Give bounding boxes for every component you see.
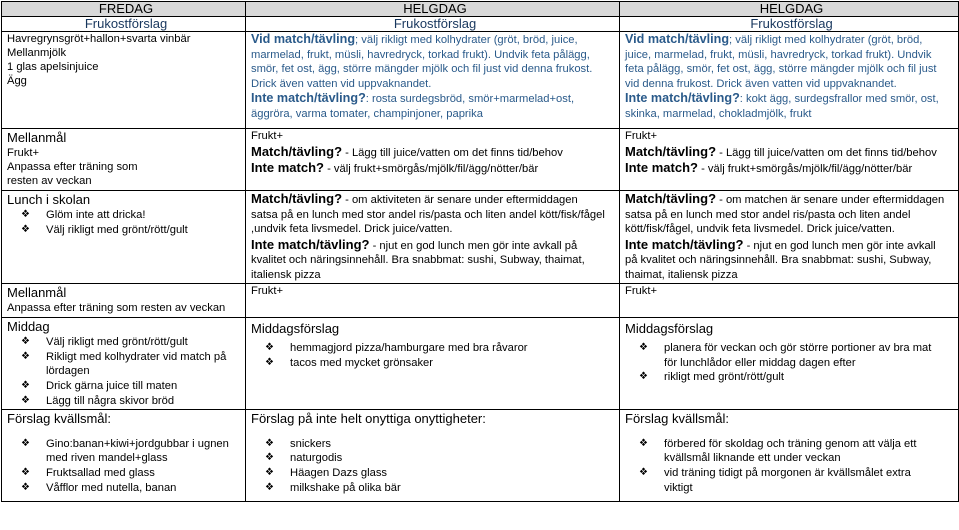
inte-match-label: Inte match/tävling?	[625, 91, 740, 105]
text: Glöm inte att dricka!	[46, 209, 146, 221]
inte-match-line	[625, 237, 958, 254]
header-day-fredag: FREDAG	[2, 2, 246, 17]
list-item	[625, 370, 958, 385]
meal-plan-table	[1, 1, 959, 502]
text: - välj frukt+smörgås/mjölk/fil/ägg/nötter/bär	[323, 163, 539, 175]
helg2-kvall-cell	[620, 409, 959, 501]
helg2-frukost-cell	[620, 32, 959, 129]
match-label: Match/tävling?	[251, 143, 343, 159]
inte-match-line	[251, 237, 619, 254]
list-item	[625, 437, 958, 452]
text: Välj rikligt med grönt/rött/gult	[46, 223, 188, 236]
diamond-bullet-icon: ❖	[21, 394, 30, 406]
text: Häagen Dazs glass	[290, 466, 388, 479]
list-item	[251, 341, 619, 356]
list-item	[625, 466, 958, 481]
inte-match-label: Inte match/tävling?	[625, 236, 744, 252]
helg1-middag-cell	[246, 318, 620, 410]
list-item	[7, 466, 245, 481]
list-item-continuation	[7, 451, 245, 466]
list-item-continuation	[625, 481, 958, 496]
list-item	[251, 466, 619, 481]
match-label: Match/tävling?	[251, 191, 343, 206]
text: Drick gärna juice till maten	[46, 380, 178, 393]
list-item	[251, 356, 619, 371]
list-item	[7, 208, 245, 223]
mellanmal-title: Mellanmål	[7, 130, 67, 145]
text: naturgodis	[290, 452, 343, 465]
diamond-bullet-icon: ❖	[21, 437, 30, 449]
header-day-helgdag-1: HELGDAG	[246, 2, 620, 17]
middag-list	[251, 341, 619, 370]
middag-list	[625, 341, 958, 385]
helg2-lunch-cell	[620, 191, 959, 284]
text: planera för veckan och gör större portioner av bra mat	[664, 342, 932, 354]
helg1-lunch-cell	[246, 191, 620, 284]
text-line: på kvalitet och näringsinnehåll. Bra snabbmat: sushi, Subway,	[625, 254, 932, 266]
text-line: vid denna frukost. Drick även vatten vid uppvaknandet.	[625, 77, 897, 90]
list-item	[251, 437, 619, 452]
fredag-frukost-line: Ägg	[7, 75, 27, 87]
text: - välj frukt+smörgås/mjölk/fil/ägg/nötter/bär	[697, 163, 913, 175]
text-line: marmelad, frukt, müsli, havredryck, torkad frukt). Undvik feta pålägg,	[251, 48, 590, 61]
text: hemmagjord pizza/hamburgare med bra råvaror	[290, 342, 528, 354]
diamond-bullet-icon: ❖	[639, 342, 648, 353]
helg1-frukost-cell	[246, 32, 620, 129]
frukost-header-1: Frukostförslag	[2, 17, 246, 32]
helg1-mellanmal-cell	[246, 129, 620, 191]
diamond-bullet-icon: ❖	[265, 356, 274, 368]
text: för lunchlådor eller middag dagen efter	[664, 356, 856, 369]
helg1-mellanmal2-cell	[246, 284, 620, 318]
fredag-frukost-cell	[2, 32, 246, 129]
text: - om aktiviteten är senare under eftermiddagen	[342, 194, 578, 206]
helg1-kvall-cell	[246, 409, 620, 501]
text-line: Drick även vatten vid uppvaknandet.	[251, 77, 432, 90]
helg1-inte-match-line	[251, 91, 619, 107]
fredag-frukost-line: Mellanmjölk	[7, 47, 67, 59]
diamond-bullet-icon: ❖	[21, 466, 30, 478]
diamond-bullet-icon: ❖	[265, 342, 274, 353]
list-item	[7, 394, 245, 409]
text-line: Anpassa efter träning som resten av veckan	[7, 302, 226, 314]
list-item-continuation	[625, 356, 958, 371]
helg2-inte-match-line	[625, 91, 958, 107]
match-line	[251, 191, 619, 208]
text: ; välj rikligt med kolhydrater (gröt, bröd, juice,	[355, 34, 578, 46]
fredag-frukost-line: Havregrynsgröt+hallon+svarta vinbär	[7, 33, 191, 45]
diamond-bullet-icon: ❖	[21, 481, 30, 493]
list-item	[7, 335, 245, 350]
text-line: satsa på en lunch med stor andel ris/pasta och liten andel	[625, 208, 911, 221]
frukost-header-2: Frukostförslag	[246, 17, 620, 32]
text-line: juice, marmelad, frukt, müsli, havredryck, torkad frukt). Undvik	[625, 48, 932, 61]
list-item	[7, 437, 245, 452]
text-line: italiensk pizza	[251, 268, 321, 281]
diamond-bullet-icon: ❖	[21, 380, 30, 392]
diamond-bullet-icon: ❖	[639, 371, 648, 383]
text-line: satsa på en lunch med stor andel ris/pasta och liten andel kött/fisk/fågel	[251, 208, 605, 221]
fredag-frukost-line: 1 glas apelsinjuice	[7, 61, 99, 73]
text-line: Frukt+	[7, 147, 40, 159]
kvall-list	[251, 437, 619, 496]
diamond-bullet-icon: ❖	[639, 437, 648, 449]
kvall-title: Förslag kvällsmål:	[7, 410, 112, 426]
inte-match-line	[251, 160, 619, 177]
inte-match-label: Inte match?	[251, 160, 324, 175]
lunch-list	[7, 208, 245, 237]
middag-list	[7, 335, 245, 409]
diamond-bullet-icon: ❖	[21, 350, 30, 362]
text-line: feta pålägg, smör, fet ost, ägg, större mängder mjölk och fil just	[625, 63, 937, 75]
frukt-line: Frukt+	[625, 130, 658, 142]
inte-match-label: Inte match/tävling?	[251, 91, 366, 105]
text-line: ,undvik feta livsmedel. Drick juice/vatten.	[251, 223, 453, 235]
list-item	[7, 350, 245, 365]
text: Lägg till några skivor bröd	[46, 394, 175, 407]
match-label: Match/tävling?	[625, 191, 717, 206]
diamond-bullet-icon: ❖	[21, 209, 30, 220]
middag-title: Middagsförslag	[625, 321, 714, 336]
text: rikligt med grönt/rött/gult	[664, 371, 785, 384]
text: - om matchen är senare under eftermiddagen	[716, 194, 945, 206]
text-line: skinka, marmelad, chokladmjölk, frukt	[625, 107, 812, 120]
text: milkshake på olika bär	[290, 481, 401, 494]
list-item-continuation	[7, 364, 245, 379]
fredag-lunch-cell	[2, 191, 246, 284]
list-item	[7, 223, 245, 238]
text: Fruktsallad med glass	[46, 466, 155, 479]
match-line	[625, 144, 958, 161]
text: tacos med mycket grönsaker	[290, 356, 434, 369]
kvall-list	[625, 437, 958, 496]
frukt-line: Frukt+	[625, 285, 658, 297]
list-item	[7, 379, 245, 394]
middag-title: Middagsförslag	[251, 321, 340, 336]
fredag-middag-cell	[2, 318, 246, 410]
text-line: resten av veckan	[7, 175, 92, 187]
text-line: thaimat, italiensk pizza	[625, 268, 738, 281]
text: - Lägg till juice/vatten om det finns tid/behov	[342, 146, 563, 159]
list-item-continuation	[625, 451, 958, 466]
text-line: Anpassa efter träning som	[7, 161, 138, 173]
text: lördagen	[46, 365, 90, 378]
text: - njut en god lunch men gör inte avkall	[743, 239, 936, 252]
text: Gino:banan+kiwi+jordgubbar i ugnen	[46, 437, 229, 450]
vid-match-label: Vid match/tävling	[625, 32, 730, 46]
frukt-line: Frukt+	[251, 285, 284, 297]
inte-match-label: Inte match?	[625, 160, 698, 175]
text: förbered för skoldag och träning genom att välja ett	[664, 437, 917, 450]
text-line: kött/fisk/fågel, undvik feta livsmedel. Drick juice/vatten.	[625, 223, 895, 235]
diamond-bullet-icon: ❖	[639, 466, 648, 478]
lunch-title: Lunch i skolan	[7, 192, 91, 207]
text: : rosta surdegsbröd, smör+marmelad+ost,	[365, 93, 575, 105]
list-item	[7, 481, 245, 496]
diamond-bullet-icon: ❖	[265, 481, 274, 493]
text: Välj rikligt med grönt/rött/gult	[46, 336, 188, 348]
helg2-mellanmal-cell	[620, 129, 959, 191]
list-item	[251, 451, 619, 466]
middag-title: Middag	[7, 319, 50, 334]
kvall-list	[7, 437, 245, 496]
text: ; välj rikligt med kolhydrater (gröt, bröd,	[729, 34, 923, 46]
mellanmal-title: Mellanmål	[7, 285, 67, 300]
text: - njut en god lunch men gör inte avkall på	[369, 239, 578, 252]
helg2-mellanmal2-cell	[620, 284, 959, 318]
fredag-mellanmal-cell	[2, 129, 246, 191]
header-day-helgdag-2: HELGDAG	[620, 2, 959, 17]
kvall-title: Förslag kvällsmål:	[625, 410, 730, 426]
diamond-bullet-icon: ❖	[265, 452, 274, 464]
text-line: äggröra, varma tomater, champinjoner, paprika	[251, 107, 483, 120]
fredag-kvall-cell	[2, 409, 246, 501]
text: med riven mandel+glass	[46, 452, 168, 465]
diamond-bullet-icon: ❖	[265, 437, 274, 449]
text: snickers	[290, 437, 332, 450]
text: - Lägg till juice/vatten om det finns tid/behov	[716, 146, 937, 159]
frukt-line: Frukt+	[251, 130, 284, 142]
text: kvällsmål liknande ett under veckan	[664, 452, 841, 465]
diamond-bullet-icon: ❖	[21, 223, 30, 235]
inte-match-label: Inte match/tävling?	[251, 236, 370, 252]
frukost-header-3: Frukostförslag	[620, 17, 959, 32]
helg1-vid-match-line	[251, 32, 619, 48]
text: viktigt	[664, 481, 693, 494]
match-label: Match/tävling?	[625, 143, 717, 159]
list-item	[625, 341, 958, 356]
text-line: smör, fet ost, ägg, större mängder mjölk och fil just vid denna frukost.	[251, 63, 593, 75]
text: : kokt ägg, surdegsfrallor med smör, ost,	[739, 93, 939, 105]
text: Våfflor med nutella, banan	[46, 481, 177, 494]
helg2-middag-cell	[620, 318, 959, 410]
diamond-bullet-icon: ❖	[21, 336, 30, 347]
match-line	[251, 144, 619, 161]
text: vid träning tidigt på morgonen är kvällsmålet extra	[664, 466, 911, 479]
kvall-title: Förslag på inte helt onyttiga onyttigheter:	[251, 410, 486, 426]
fredag-mellanmal2-cell	[2, 284, 246, 318]
vid-match-label: Vid match/tävling	[251, 32, 356, 46]
list-item	[251, 481, 619, 496]
diamond-bullet-icon: ❖	[265, 466, 274, 478]
text: Rikligt med kolhydrater vid match på	[46, 350, 227, 363]
text-line: kvalitet och näringsinnehåll. Bra snabbmat: sushi, Subway, thaimat,	[251, 254, 585, 266]
match-line	[625, 191, 958, 208]
helg2-vid-match-line	[625, 32, 958, 48]
inte-match-line	[625, 160, 958, 177]
